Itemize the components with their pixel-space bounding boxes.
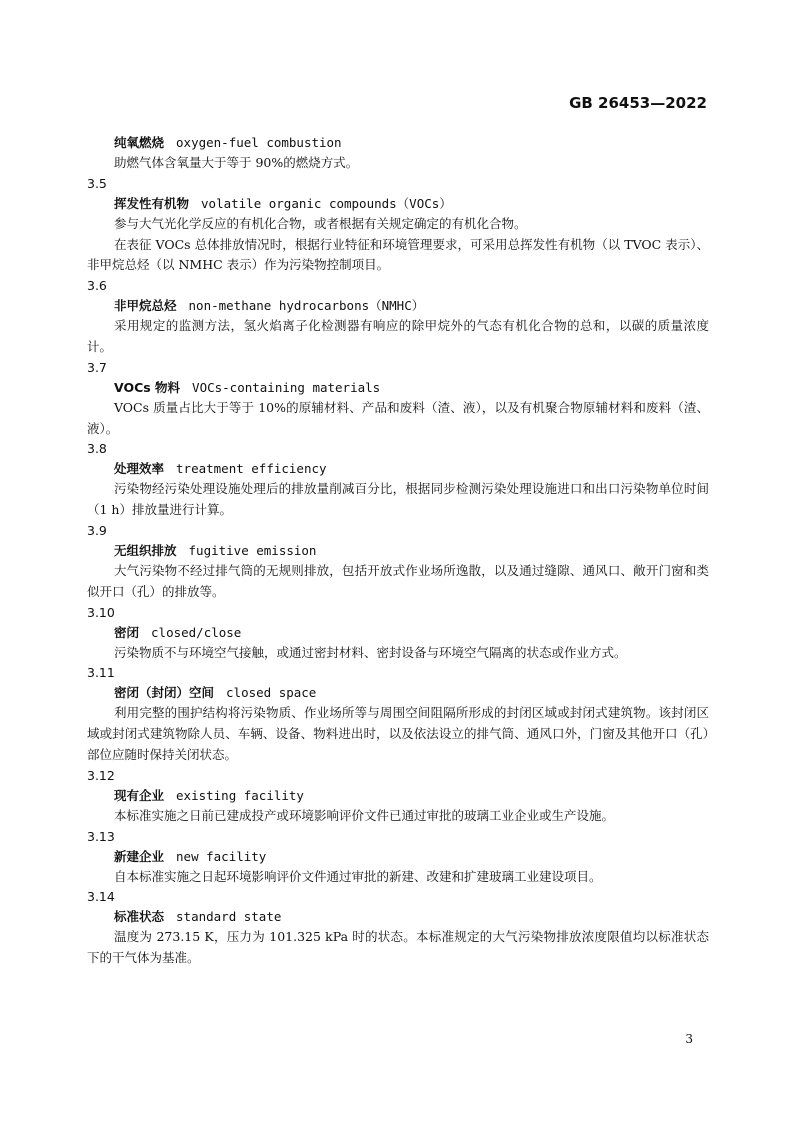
term-definition: 参与大气光化学反应的有机化合物，或者根据有关规定确定的有机化合物。 [114,215,527,231]
term-definition: 助燃气体含氧量大于等于 90%的燃烧方式。 [114,155,359,170]
term-title [87,847,709,867]
term-chinese-name: 新建企业 [114,848,165,864]
term-title [87,541,709,561]
term-entry [87,663,709,765]
term-chinese-name: 纯氧燃烧 [114,135,165,150]
terms-section [87,133,709,969]
term-definition: 温度为 273.15 K，压力为 101.325 kPa 时的状态。本标准规定的大气污染物排放浓度限值均以标准状态下的干气体为基准。 [87,929,709,966]
term-chinese-name: 密闭（封闭）空间 [114,685,215,701]
term-entry [87,276,709,358]
term-entry [87,174,709,276]
term-title [87,296,709,316]
term-definition: 本标准实施之日前已建成投产或环境影响评价文件已通过审批的玻璃工业企业或生产设施。 [114,807,615,823]
term-number: 3.14 [87,889,115,905]
term-english-name: volatile organic compounds（VOCs） [201,195,452,211]
term-number: 3.12 [87,767,115,783]
term-title [87,683,709,703]
term-title [87,194,709,214]
term-english-name: standard state [176,909,282,925]
term-number: 3.13 [87,828,115,844]
term-definition: 污染物质不与环境空气接触，或通过密封材料、密封设备与环境空气隔离的状态或作业方式。 [114,644,627,660]
term-title [87,378,709,398]
term-chinese-name: 处理效率 [114,461,165,477]
term-entry [87,133,709,174]
term-english-name: non-methane hydrocarbons（NMHC） [188,298,425,314]
term-english-name: existing facility [176,787,304,803]
term-english-name: VOCs-containing materials [192,379,381,395]
term-chinese-name: 密闭 [114,624,140,640]
term-chinese-name: 无组织排放 [114,542,177,558]
term-chinese-name: VOCs 物料 [114,379,181,395]
page-number: 3 [685,1032,693,1046]
term-number: 3.8 [87,441,107,457]
term-definition: 自本标准实施之日起环境影响评价文件通过审批的新建、改建和扩建玻璃工业建设项目。 [114,868,602,884]
term-english-name: oxygen-fuel combustion [176,135,342,150]
term-number: 3.6 [87,278,107,294]
term-number: 3.9 [87,522,107,538]
term-english-name: new facility [176,848,267,864]
term-definition: 污染物经污染处理设施处理后的排放量削减百分比，根据同步检测污染处理设施进口和出口污染物单位时间（1 h）排放量进行计算。 [87,481,709,518]
term-english-name: treatment efficiency [176,461,327,477]
term-number: 3.11 [87,665,115,681]
term-chinese-name: 挥发性有机物 [114,195,190,211]
term-entry [87,827,709,888]
term-title [87,786,709,806]
term-number: 3.5 [87,175,107,191]
term-entry [87,358,709,440]
term-title [87,623,709,643]
term-entry [87,603,709,664]
term-english-name: closed space [226,685,317,701]
term-definition: 大气污染物不经过排气筒的无规则排放，包括开放式作业场所逸散，以及通过缝隙、通风口、敞开门窗和类似开口（孔）的排放等。 [87,562,709,599]
term-number: 3.7 [87,359,107,375]
term-number: 3.10 [87,604,115,620]
standard-code: GB 26453—2022 [569,94,707,112]
term-title [87,459,709,479]
term-definition: 在表征 VOCs 总体排放情况时，根据行业特征和环境管理要求，可采用总挥发性有机物（以 TVOC 表示）、非甲烷总烃（以 NMHC 表示）作为污染物控制项目。 [87,236,709,273]
term-title [87,907,709,927]
term-entry [87,439,709,521]
term-definition: 采用规定的监测方法，氢火焰离子化检测器有响应的除甲烷外的气态有机化合物的总和，以碳的质量浓度计。 [87,318,709,354]
term-entry [87,521,709,603]
term-definition: 利用完整的围护结构将污染物质、作业场所等与周围空间阻隔所形成的封闭区域或封闭式建筑物。该封闭区域或封闭式建筑物除人员、车辆、设备、物料进出时，以及依法设立的排气筒、通风口外，门窗及其他开口（孔）部位应随时保持关闭状态。 [87,705,709,762]
term-entry [87,887,709,969]
term-chinese-name: 现有企业 [114,787,165,803]
term-english-name: fugitive emission [188,542,317,558]
term-chinese-name: 非甲烷总烃 [114,298,177,314]
term-english-name: closed/close [151,624,242,640]
term-chinese-name: 标准状态 [114,909,165,925]
term-definition: VOCs 质量占比大于等于 10%的原辅材料、产品和废料（渣、液），以及有机聚合物原辅材料和废料（渣、液）。 [87,399,709,436]
term-entry [87,766,709,827]
term-title [87,133,709,153]
